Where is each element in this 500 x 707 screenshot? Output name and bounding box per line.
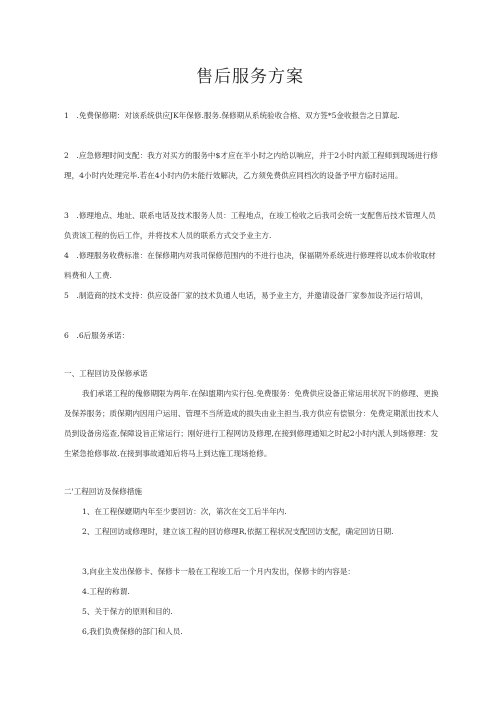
- service-item-4: 4 .修理服务收费标准：在保修期内对我司保修范围内的不进行也决，保福期外系统进行修理将以成本价收取材料费和人工费.: [64, 251, 436, 280]
- section-2-item-3: 3,向业主发出保修卡、保修卡一般在工程竣工后一个月内发出，保修卡的内容是：: [82, 567, 356, 576]
- service-item-6: 6 .6后服务承诺：: [64, 331, 130, 340]
- document-title: 售后服务方案: [196, 67, 304, 87]
- section-2-item-2: 2、工程回访或修理时，建立该工程的回访修理R,依据工程状况支配回访支配，确定回访日期.: [82, 527, 394, 536]
- service-item-5: 5 .制造商的技术支持：供应设备厂家的技术负通人电话，易予业主方，并邀请设备厂家参加设齐运行培训，: [64, 291, 429, 300]
- section-1-body: 我们承诺工程的傀修期限为两年.在保l盥期内实行包.免费服务：免费供应设备正常运用状况下的修理、更换及保养服务；质保期内因用户运用、管理不当所造成的损失由业主担当,我方供应有偿银分：免费定期派出技术人员到设备房巡查,保障设旨正常运行；刚好进行工程网访及修理,在接到修理通知之时起2小时内派人到场修理：发生紧急抢修事故.在接到事故通知后将马上到达施工现场抢修。: [64, 389, 439, 458]
- section-2-item-6: 6,我们负费保修的部门和人员.: [82, 627, 183, 636]
- section-2-item-5: 5、关于保方的原则和目的.: [82, 607, 173, 616]
- section-2-heading: 二'工程回访及保修措施: [64, 487, 143, 496]
- section-2-item-4: 4.工程的称谓.: [82, 587, 130, 596]
- section-2-item-1: 1、在工程保嬷期内年至少要回访：次，第次在交工后半年内.: [82, 507, 287, 516]
- service-item-2: 2 .应急修理时间支配：我方对买方的服务中$才应在半小时之内给以响应，并于2小时内派工程师到现场进行修理，4小时内处理完毕.若在4小时内仍未能行效解决，乙方须免费供应同档次的设备予甲方临时运用。: [64, 151, 438, 180]
- section-1-heading: 一、工程回访及保修承诺: [64, 369, 148, 378]
- service-item-1: 1 .免费保修期：对该系统供应JK年保修.服务.保修期从系统验收合格、双方签*5金收报告之日算起.: [64, 111, 400, 120]
- service-item-3: 3 .修理地点、地址、联系电话及技术服务人员：工程地点，在竣工检收之后我司会统一支配售后技术管理人员负责该工程的伤后工作，并将技术人员的联系方式交予业主方.: [64, 211, 436, 240]
